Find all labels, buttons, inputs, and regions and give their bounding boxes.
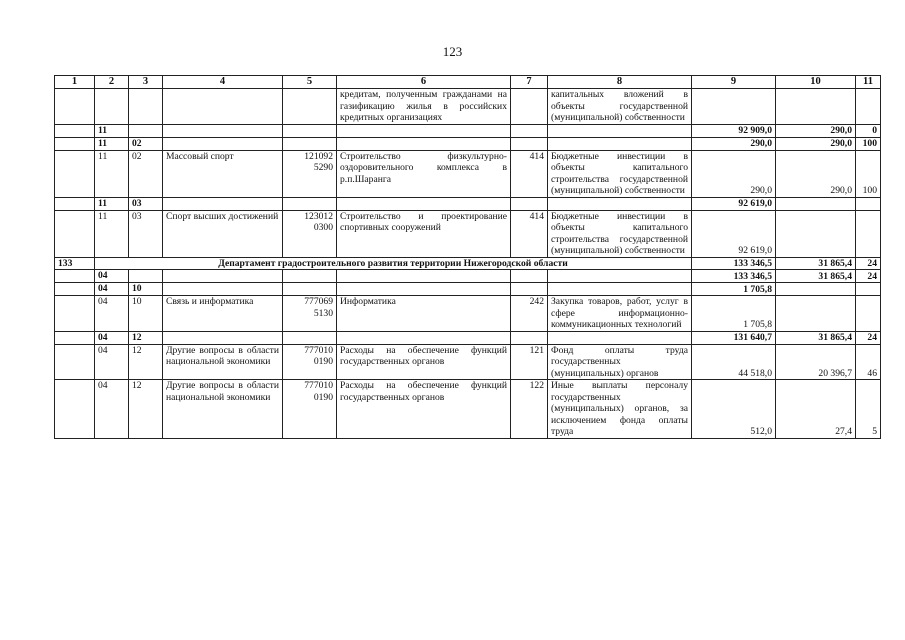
plan-amount-cell: 290,0 (692, 150, 776, 197)
ministry-code-cell (55, 283, 95, 296)
subsection-cell: 10 (129, 296, 163, 332)
section-cell: 04 (95, 380, 129, 439)
section-cell: 11 (95, 197, 129, 210)
column-number: 6 (337, 76, 511, 89)
subtotal-row (55, 270, 881, 283)
percent-cell: 100 (856, 150, 881, 197)
section-cell: 11 (95, 124, 129, 137)
column-number: 7 (511, 76, 548, 89)
section-cell (95, 89, 129, 125)
subtotal-row (55, 197, 881, 210)
column-number: 3 (129, 76, 163, 89)
plan-amount-cell: 92 619,0 (692, 197, 776, 210)
subsection-name-cell (163, 331, 283, 344)
target-article-cell (283, 283, 337, 296)
expense-type-cell: 122 (511, 380, 548, 439)
subsection-cell: 10 (129, 283, 163, 296)
subsection-cell (129, 124, 163, 137)
target-article-cell (283, 137, 337, 150)
section-cell: 04 (95, 296, 129, 332)
execution-amount-cell (776, 197, 856, 210)
expense-type-name-cell (548, 331, 692, 344)
expense-type-name-cell: капитальных вложений в объекты государственной (муниципальной) собственности (548, 89, 692, 125)
column-number: 1 (55, 76, 95, 89)
plan-amount-cell: 1 705,8 (692, 296, 776, 332)
expense-type-name-cell: Иные выплаты персоналу государственных (муниципальных) органов, за исключением фонда оплаты труда (548, 380, 692, 439)
percent-cell (856, 296, 881, 332)
subsection-cell: 02 (129, 137, 163, 150)
expense-type-cell: 414 (511, 210, 548, 257)
target-article-name-cell (337, 137, 511, 150)
percent-cell: 5 (856, 380, 881, 439)
expense-type-name-cell (548, 283, 692, 296)
percent-cell (856, 210, 881, 257)
plan-amount-cell: 92 909,0 (692, 124, 776, 137)
section-cell: 11 (95, 150, 129, 197)
subsection-name-cell: Массовый спорт (163, 150, 283, 197)
expense-type-cell (511, 197, 548, 210)
percent-cell: 24 (856, 257, 881, 270)
plan-amount-cell: 133 346,5 (692, 257, 776, 270)
subsection-name-cell (163, 283, 283, 296)
expense-type-cell: 121 (511, 344, 548, 380)
section-cell: 11 (95, 210, 129, 257)
execution-amount-cell: 31 865,4 (776, 257, 856, 270)
budget-table (54, 75, 881, 439)
percent-cell (856, 197, 881, 210)
target-article-cell (283, 124, 337, 137)
expense-type-cell (511, 89, 548, 125)
percent-cell: 0 (856, 124, 881, 137)
expense-type-name-cell: Бюджетные инвестиции в объекты капитального строительства государственной (муниципальной) собственности (548, 210, 692, 257)
subsection-cell: 12 (129, 331, 163, 344)
execution-amount-cell (776, 210, 856, 257)
expense-type-cell: 414 (511, 150, 548, 197)
plan-amount-cell: 290,0 (692, 137, 776, 150)
expense-type-cell (511, 137, 548, 150)
plan-amount-cell: 92 619,0 (692, 210, 776, 257)
expense-type-name-cell: Фонд оплаты труда государственных (муниципальных) органов (548, 344, 692, 380)
subsection-name-cell: Другие вопросы в области национальной экономики (163, 344, 283, 380)
ministry-code-cell (55, 89, 95, 125)
execution-amount-cell: 31 865,4 (776, 331, 856, 344)
expense-type-name-cell (548, 124, 692, 137)
target-article-cell (283, 89, 337, 125)
execution-amount-cell (776, 89, 856, 125)
ministry-code-cell (55, 124, 95, 137)
target-article-cell (283, 197, 337, 210)
expense-type-cell (511, 283, 548, 296)
subtotal-row (55, 124, 881, 137)
percent-cell: 24 (856, 331, 881, 344)
table-row (55, 296, 881, 332)
expense-type-name-cell (548, 270, 692, 283)
percent-cell: 24 (856, 270, 881, 283)
target-article-name-cell (337, 124, 511, 137)
expense-type-name-cell: Закупка товаров, работ, услуг в сфере информационно-коммуникационных технологий (548, 296, 692, 332)
execution-amount-cell: 27,4 (776, 380, 856, 439)
subsection-name-cell (163, 137, 283, 150)
table-row (55, 344, 881, 380)
section-cell: 04 (95, 331, 129, 344)
expense-type-cell (511, 270, 548, 283)
column-number: 4 (163, 76, 283, 89)
target-article-name-cell: Строительство и проектирование спортивных сооружений (337, 210, 511, 257)
ministry-code-cell (55, 296, 95, 332)
target-article-cell: 777010 0190 (283, 380, 337, 439)
target-article-name-cell: Расходы на обеспечение функций государственных органов (337, 380, 511, 439)
table-row (55, 150, 881, 197)
execution-amount-cell (776, 296, 856, 332)
subtotal-row (55, 137, 881, 150)
plan-amount-cell: 131 640,7 (692, 331, 776, 344)
ministry-code-cell (55, 380, 95, 439)
target-article-name-cell: кредитам, полученным гражданами на газификацию жилья в российских кредитных организациях (337, 89, 511, 125)
target-article-cell: 121092 5290 (283, 150, 337, 197)
percent-cell: 46 (856, 344, 881, 380)
subsection-name-cell: Спорт высших достижений (163, 210, 283, 257)
table-row (55, 89, 881, 125)
subtotal-row (55, 331, 881, 344)
subsection-name-cell (163, 197, 283, 210)
plan-amount-cell: 133 346,5 (692, 270, 776, 283)
column-number: 11 (856, 76, 881, 89)
subsection-cell (129, 89, 163, 125)
expense-type-cell: 242 (511, 296, 548, 332)
execution-amount-cell: 20 396,7 (776, 344, 856, 380)
subsection-cell (129, 270, 163, 283)
execution-amount-cell: 290,0 (776, 137, 856, 150)
percent-cell (856, 283, 881, 296)
target-article-name-cell (337, 197, 511, 210)
expense-type-name-cell: Бюджетные инвестиции в объекты капитального строительства государственной (муниципальной) собственности (548, 150, 692, 197)
column-number-row (55, 76, 881, 89)
percent-cell (856, 89, 881, 125)
subsection-name-cell (163, 124, 283, 137)
execution-amount-cell: 290,0 (776, 150, 856, 197)
section-cell: 04 (95, 270, 129, 283)
target-article-cell (283, 331, 337, 344)
table-row (55, 210, 881, 257)
section-cell: 11 (95, 137, 129, 150)
subsection-name-cell: Связь и информатика (163, 296, 283, 332)
ministry-code-cell (55, 137, 95, 150)
column-number: 5 (283, 76, 337, 89)
plan-amount-cell: 44 518,0 (692, 344, 776, 380)
target-article-cell: 777069 5130 (283, 296, 337, 332)
execution-amount-cell: 31 865,4 (776, 270, 856, 283)
subsection-cell: 02 (129, 150, 163, 197)
page-number: 123 (442, 44, 463, 59)
execution-amount-cell (776, 283, 856, 296)
subsection-cell: 12 (129, 380, 163, 439)
ministry-code-cell: 133 (55, 257, 95, 270)
target-article-name-cell: Информатика (337, 296, 511, 332)
column-number: 2 (95, 76, 129, 89)
plan-amount-cell (692, 89, 776, 125)
subsection-name-cell (163, 270, 283, 283)
section-cell: 04 (95, 344, 129, 380)
column-number: 10 (776, 76, 856, 89)
subsection-cell: 03 (129, 210, 163, 257)
ministry-code-cell (55, 344, 95, 380)
expense-type-cell (511, 124, 548, 137)
ministry-code-cell (55, 270, 95, 283)
ministry-code-cell (55, 197, 95, 210)
target-article-cell: 777010 0190 (283, 344, 337, 380)
table-row (55, 380, 881, 439)
plan-amount-cell: 1 705,8 (692, 283, 776, 296)
expense-type-name-cell (548, 137, 692, 150)
subsection-cell: 03 (129, 197, 163, 210)
department-row (55, 257, 881, 270)
target-article-cell: 123012 0300 (283, 210, 337, 257)
subsection-name-cell: Другие вопросы в области национальной экономики (163, 380, 283, 439)
column-number: 8 (548, 76, 692, 89)
department-title: Департамент градостроительного развития территории Нижегородской области (95, 257, 692, 270)
target-article-name-cell: Расходы на обеспечение функций государственных органов (337, 344, 511, 380)
column-number: 9 (692, 76, 776, 89)
ministry-code-cell (55, 210, 95, 257)
expense-type-cell (511, 331, 548, 344)
subsection-cell: 12 (129, 344, 163, 380)
target-article-cell (283, 270, 337, 283)
section-cell: 04 (95, 283, 129, 296)
ministry-code-cell (55, 331, 95, 344)
ministry-code-cell (55, 150, 95, 197)
subtotal-row (55, 283, 881, 296)
target-article-name-cell (337, 331, 511, 344)
target-article-name-cell (337, 283, 511, 296)
execution-amount-cell: 290,0 (776, 124, 856, 137)
plan-amount-cell: 512,0 (692, 380, 776, 439)
subsection-name-cell (163, 89, 283, 125)
expense-type-name-cell (548, 197, 692, 210)
target-article-name-cell: Строительство физкультурно-оздоровительного комплекса в р.п.Шаранга (337, 150, 511, 197)
target-article-name-cell (337, 270, 511, 283)
percent-cell: 100 (856, 137, 881, 150)
